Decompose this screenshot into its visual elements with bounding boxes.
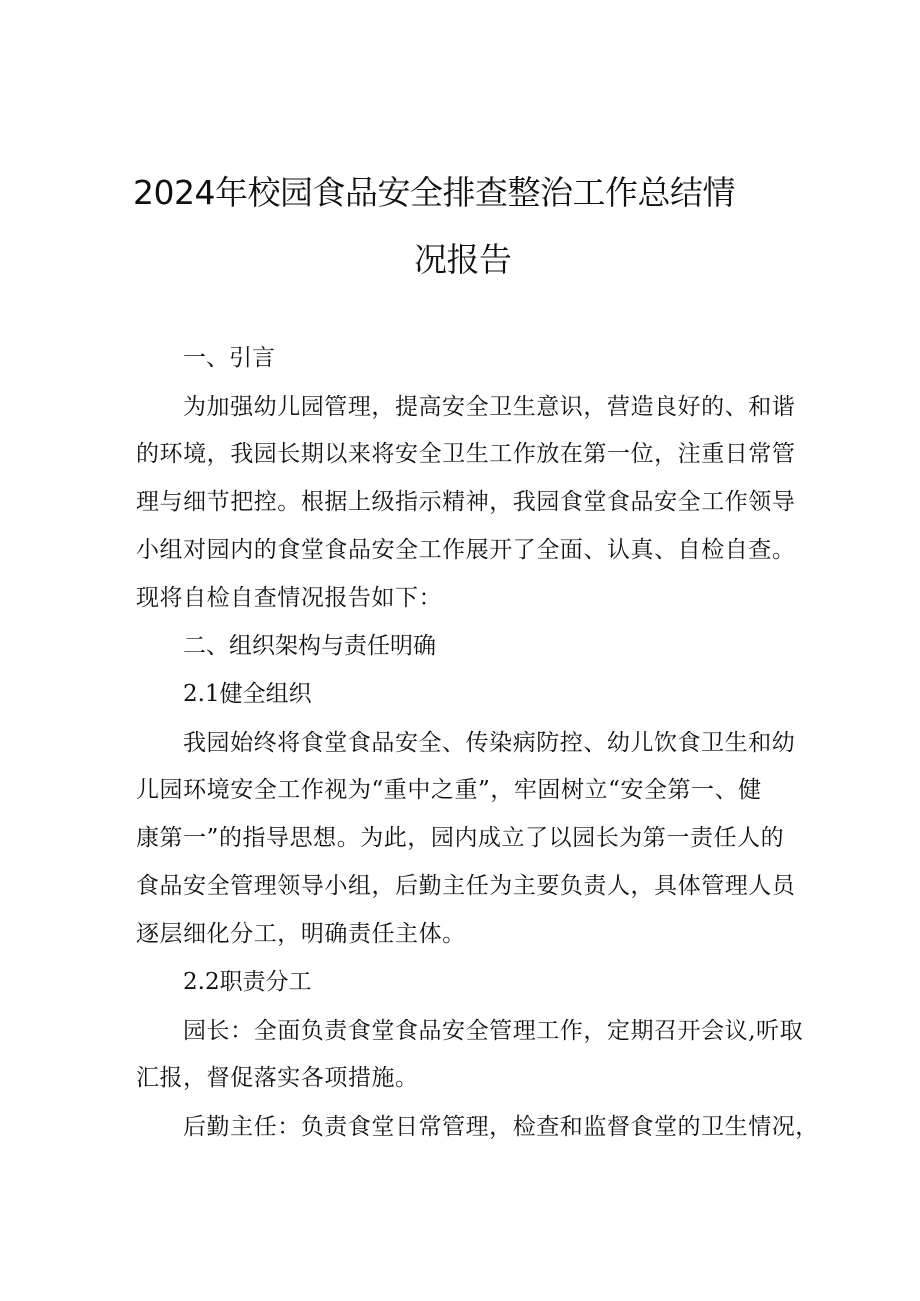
section-2-heading: 二、组织架构与责任明确 [183, 633, 436, 659]
paragraph-line: 我园始终将食堂食品安全、传染病防控、幼儿饮食卫生和幼 [183, 730, 796, 756]
document-title-line-1: 2024年校园食品安全排查整治工作总结情 [133, 173, 735, 212]
paragraph-line: 理与细节把控。根据上级指示精神，我园食堂食品安全工作领导 [136, 489, 796, 515]
paragraph-line: 小组对园内的食堂食品安全工作展开了全面、认真、自检自查。 [136, 537, 796, 563]
paragraph-line: 为加强幼儿园管理，提高安全卫生意识，营造良好的、和谐 [183, 394, 796, 420]
paragraph-line: 后勤主任：负责食堂日常管理，检查和监督食堂的卫生情况， [183, 1114, 819, 1140]
paragraph-line: 园长：全面负责食堂食品安全管理工作，定期召开会议,听取 [183, 1018, 804, 1044]
paragraph-line: 逐层细化分工，明确责任主体。 [136, 921, 466, 947]
paragraph-line: 汇报，督促落实各项措施。 [136, 1065, 419, 1091]
subsection-2-1-heading: 2.1健全组织 [183, 681, 312, 707]
paragraph-line: 的环境，我园长期以来将安全卫生工作放在第一位，注重日常管 [136, 441, 796, 467]
document-title-line-2: 况报告 [414, 240, 512, 279]
paragraph-line: 食品安全管理领导小组，后勤主任为主要负责人，具体管理人员 [136, 873, 796, 899]
section-1-heading: 一、引言 [183, 345, 275, 371]
paragraph-line: 现将自检自查情况报告如下： [136, 585, 443, 611]
subsection-2-2-heading: 2.2职责分工 [183, 969, 312, 995]
paragraph-line: 儿园环境安全工作视为“重中之重”，牢固树立“安全第一、健 [136, 777, 762, 803]
paragraph-line: 康第一”的指导思想。为此，园内成立了以园长为第一责任人的 [136, 825, 785, 851]
